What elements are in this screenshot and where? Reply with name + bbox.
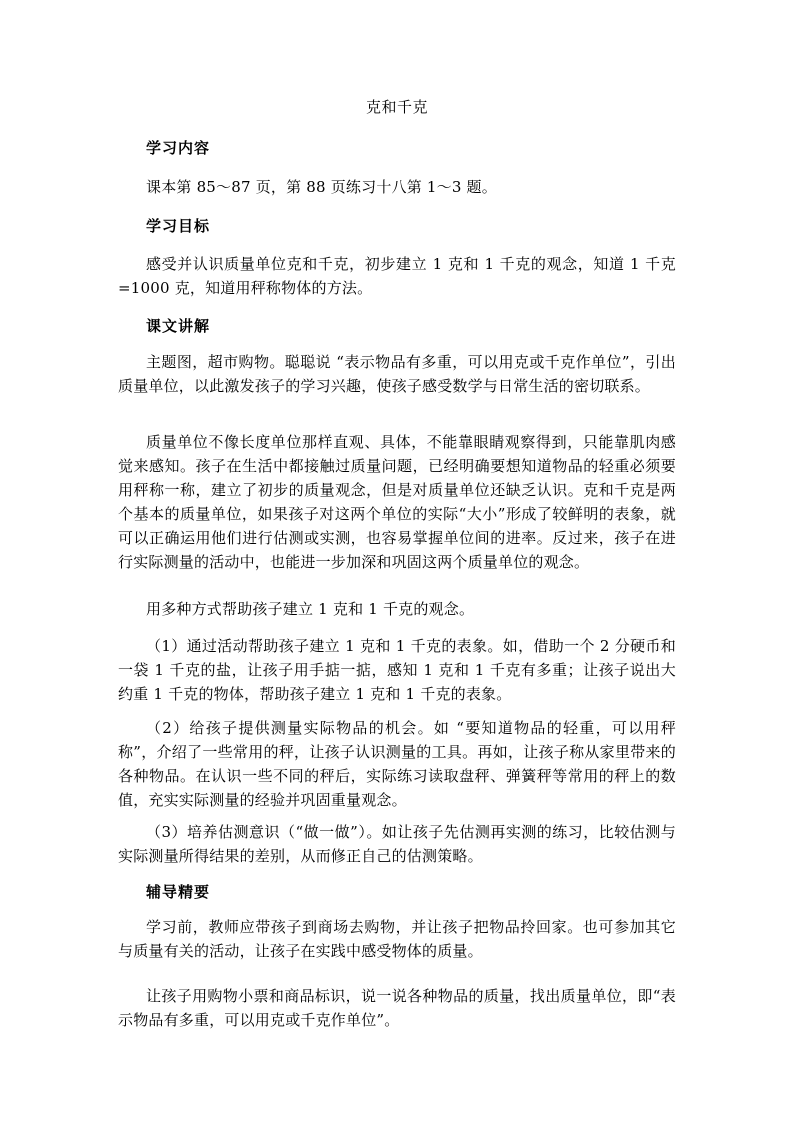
section-heading-learning-goals: 学习目标	[146, 217, 211, 235]
paragraph: 用多种方式帮助孩子建立 1 克和 1 千克的观念。	[146, 600, 475, 618]
paragraph: 主题图，超市购物。聪聪说 “表示物品有多重，可以用克或千克作单位”，引出质量单位，以此激发孩子的学习兴趣，使孩子感受数学与日常生活的密切联系。	[118, 353, 676, 395]
paragraph: （1）通过活动帮助孩子建立 1 克和 1 千克的表象。如，借助一个 2 分硬币和一袋 1 千克的盐，让孩子用手掂一掂，感知 1 克和 1 千克有多重；让孩子说出大约重 1 千克的物体，帮助孩子建立 1 克和 1 千克的表象。	[118, 637, 676, 703]
paragraph: 让孩子用购物小票和商品标识，说一说各种物品的质量，找出质量单位，即“表示物品有多重，可以用克或千克作单位”。	[118, 987, 676, 1029]
paragraph: （3）培养估测意识（“做一做”）。如让孩子先估测再实测的练习，比较估测与实际测量所得结果的差别，从而修正自己的估测策略。	[118, 823, 676, 865]
section-heading-lesson-explanation: 课文讲解	[146, 317, 211, 335]
paragraph: 质量单位不像长度单位那样直观、具体，不能靠眼睛观察得到，只能靠肌肉感觉来感知。孩子在生活中都接触过质量问题，已经明确要想知道物品的轻重必须要用秤称一称，建立了初步的质量观念，但是对质量单位还缺乏认识。克和千克是两个基本的质量单位，如果孩子对这两个单位的实际“大小”形成了较鲜明的表象，就可以正确运用他们进行估测或实测，也容易掌握单位间的进率。反过来，孩子在进行实际测量的活动中，也能进一步加深和巩固这两个质量单位的观念。	[118, 433, 676, 571]
paragraph: 感受并认识质量单位克和千克，初步建立 1 克和 1 千克的观念，知道 1 千克=1000 克，知道用秤称物体的方法。	[118, 255, 676, 297]
paragraph: （2）给孩子提供测量实际物品的机会。如 “要知道物品的轻重，可以用秤称”，介绍了一些常用的秤，让孩子认识测量的工具。再如，让孩子称从家里带来的各种物品。在认识一些不同的秤后，实际练习读取盘秤、弹簧秤等常用的秤上的数值，充实实际测量的经验并巩固重量观念。	[118, 719, 676, 809]
paragraph: 学习前，教师应带孩子到商场去购物，并让孩子把物品拎回家。也可参加其它与质量有关的活动，让孩子在实践中感受物体的质量。	[118, 918, 676, 960]
paragraph: 课本第 85～87 页，第 88 页练习十八第 1～3 题。	[146, 178, 497, 196]
section-heading-tutoring-essentials: 辅导精要	[146, 883, 211, 901]
section-heading-learning-content: 学习内容	[146, 139, 211, 157]
page-title: 克和千克	[365, 98, 428, 116]
